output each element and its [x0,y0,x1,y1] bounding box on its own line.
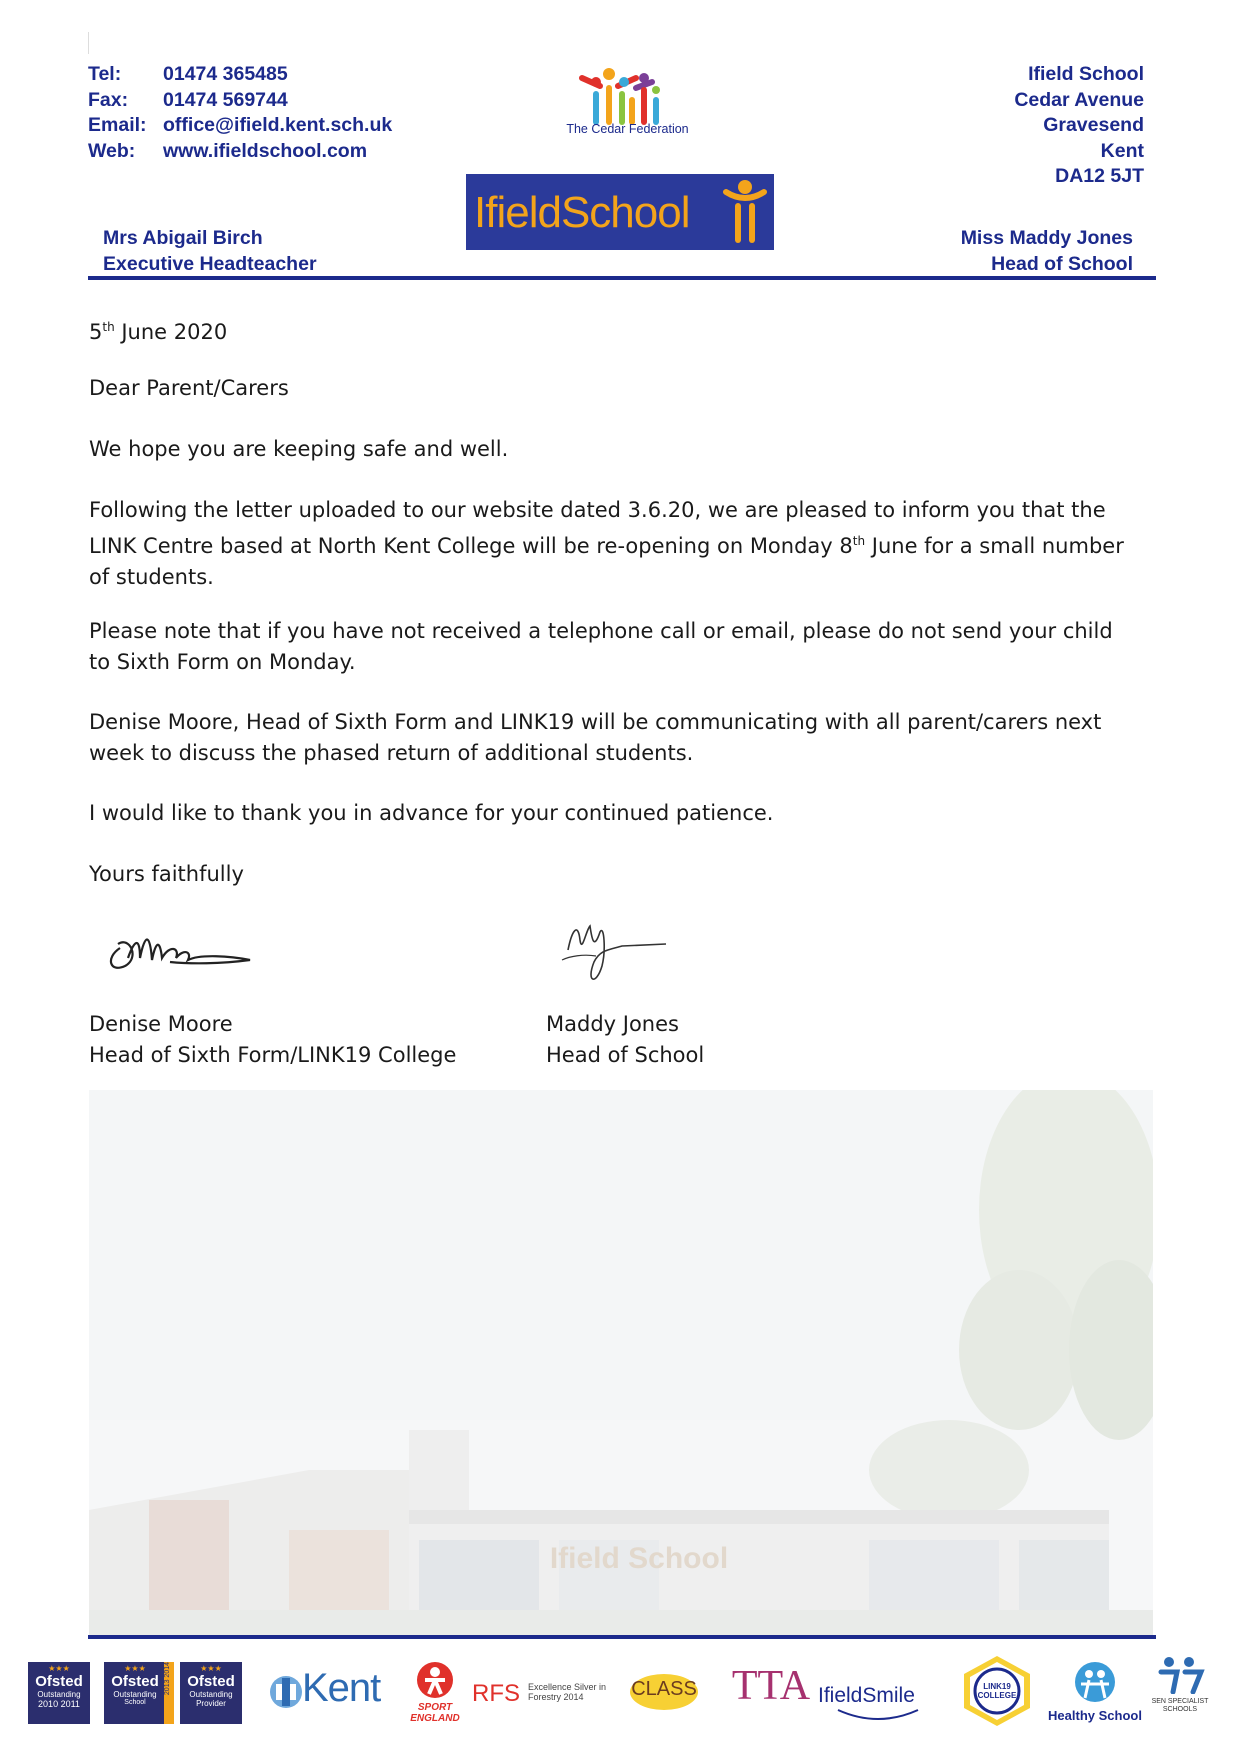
signature-denise-moore [100,918,260,978]
rfs-logo [472,1680,612,1710]
address-line: Kent [1100,139,1144,162]
header-rule [88,276,1156,280]
date-rest: June 2020 [114,320,228,344]
web-link[interactable]: www.ifieldschool.com [163,139,368,162]
ofsted-name: Ofsted [187,1673,235,1690]
rfs-caption: Excellence Silver in Forestry 2014 [528,1682,607,1702]
letter-paragraph-5: I would like to thank you in advance for your continued patience. [89,801,774,825]
school-building-photo [89,1090,1153,1638]
rfs-text: RFS [472,1680,520,1707]
ifieldsmile-text: IfieldSmile [818,1684,915,1707]
sport-england-emblem-icon [415,1660,455,1700]
tta-logo [724,1662,818,1728]
ifield-figure-icon [722,178,768,244]
head-of-school-name: Miss Maddy Jones [960,227,1133,249]
ofsted-year: 2013 2014 [164,1662,171,1696]
paragraph-2-text: Following the letter uploaded to our website dated 3.6.20, we are pleased to inform you that the LINK Centre based at North Kent College will be re-opening on Monday 8 [89,498,1106,558]
sen-figures-icon [1155,1654,1205,1694]
ofsted-name: Ofsted [35,1673,83,1690]
healthy-school-emblem-icon [1067,1660,1123,1704]
ofsted-line2: Provider [196,1699,226,1708]
ofsted-name: Ofsted [111,1673,159,1690]
signatory-1-name: Denise Moore [89,1012,233,1036]
executive-headteacher [103,226,317,277]
ofsted-line2: 2010 2011 [38,1699,80,1709]
email-link[interactable]: office@ifield.kent.sch.uk [163,114,393,136]
ofsted-line1: Outstanding [189,1690,233,1699]
class-logo [628,1672,700,1724]
ifield-school-logo-text: IfieldSchool [474,188,690,237]
healthy-school-logo [1044,1660,1146,1730]
signatory-2-title: Head of School [546,1043,705,1067]
paragraph-2-sup: th [852,534,866,548]
ofsted-outstanding-provider-logo: ★★★ Ofsted Outstanding Provider [180,1662,242,1724]
executive-headteacher-title: Executive Headteacher [103,252,317,275]
date-day: 5 [89,320,103,344]
kent-logo [268,1668,392,1720]
letter-date [89,312,1139,348]
sen-specialist-schools-logo [1148,1654,1212,1730]
signatory-2 [546,1009,966,1071]
address-line: Cedar Avenue [1014,88,1144,111]
paragraph-2-text-end: June for a small number of students. [89,534,1124,589]
contact-block [88,62,392,164]
letter-paragraph-1: We hope you are keeping safe and well. [89,437,509,461]
kent-emblem-icon [268,1672,304,1712]
letter-paragraph-3: Please note that if you have not received a telephone call or email, please do not send your child to Sixth Form on Monday. [89,619,1113,674]
web-label: Web: [88,139,136,162]
letter-closing: Yours faithfully [89,862,244,886]
sport-england-text: SPORT ENGLAND [410,1702,460,1724]
federation-label: The Cedar Federation [566,122,689,136]
head-of-school-title: Head of School [991,252,1133,275]
email-label: Email: [88,114,147,136]
signature-maddy-jones [556,910,676,992]
ifieldsmile-logo [818,1684,928,1730]
signatory-2-name: Maddy Jones [546,1012,679,1036]
letter-paragraph-2 [89,495,1139,593]
ofsted-line1: Outstanding [37,1690,81,1699]
tel-value: 01474 365485 [163,63,288,85]
footer-rule [88,1635,1156,1639]
address-line: Ifield School [1028,63,1144,85]
link19-college-logo [960,1654,1034,1728]
smile-icon [818,1708,928,1728]
address-line: DA12 5JT [1055,165,1144,187]
ofsted-line2: School [124,1699,146,1706]
ofsted-outstanding-2010-logo: ★★★ Ofsted Outstanding 2010 2011 [28,1662,90,1724]
address-block [1014,62,1144,190]
photo-watermark-text: Ifield School [549,1542,729,1575]
sport-england-logo [402,1660,468,1730]
tel-label: Tel: [88,63,122,85]
signatory-1 [89,1009,509,1071]
kent-text: Kent [302,1666,381,1710]
address-line: Gravesend [1043,114,1144,136]
executive-headteacher-name: Mrs Abigail Birch [103,227,263,249]
fax-label: Fax: [88,88,129,111]
fax-value: 01474 569744 [163,88,288,111]
head-of-school [961,226,1133,277]
letter-salutation: Dear Parent/Carers [89,376,289,400]
ofsted-outstanding-school-logo: ★★★ Ofsted Outstanding School [104,1662,166,1724]
signatory-1-title: Head of Sixth Form/LINK19 College [89,1043,457,1067]
letter-paragraph-4: Denise Moore, Head of Sixth Form and LINK19 will be communicating with all parent/carers next week to discuss the phased return of additional students. [89,710,1102,765]
ofsted-year-band [164,1662,174,1724]
class-text: CLASS [631,1678,697,1700]
healthy-school-text: Healthy School [1048,1708,1142,1723]
link19-text: LINK19 COLLEGE [977,1682,1017,1700]
date-suffix: th [102,320,115,334]
corner-mark [88,32,89,54]
sen-text: SEN SPECIALIST SCHOOLS [1151,1698,1209,1713]
tta-text: TTA [731,1663,811,1709]
ofsted-line1: Outstanding [113,1690,157,1699]
